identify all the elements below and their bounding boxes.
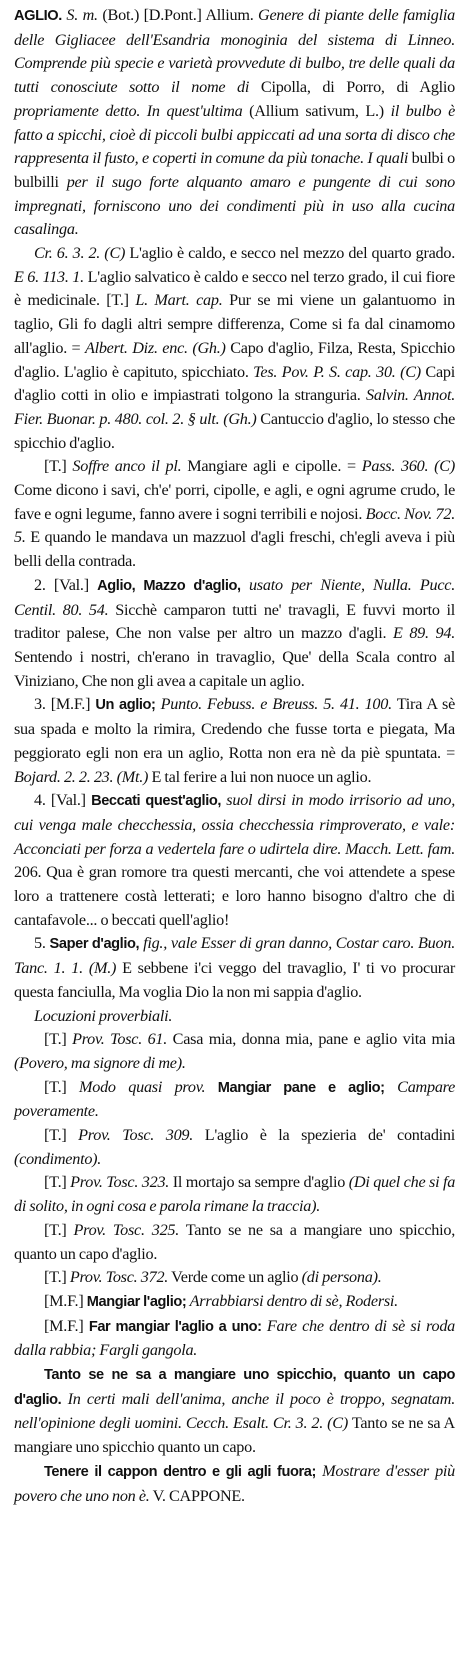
citation: L. Mart. cap.	[135, 291, 223, 310]
note: Soffre anco il pl.	[72, 457, 182, 476]
gloss: (Di quel che si fa di solito, in ogni cosa e parola rimane la traccia).	[14, 1173, 456, 1216]
sense-definition: suol dirsi in modo irrisorio ad uno, cui venga male checchessia, ossia checchessia rimproverato, e vale: Acconciati per forza a vedertela fare o udirtela dire. Macch. Lett. fam.	[14, 791, 455, 858]
locution-headword: Mangiar l'aglio;	[86, 1293, 187, 1310]
editor-tag: [T.]	[44, 1173, 67, 1192]
locution-3	[14, 1124, 455, 1171]
quote: Come dicono i savi, ch'e' porri, cipolle, e agli, e ogni agrume crudo, le fave e ogni legume, fanno avere i sogni terribili e nojosi.	[14, 481, 455, 523]
definition-paren: (Allium sativum, L.)	[249, 101, 384, 120]
definition-2: propriamente detto. In quest'ultima	[14, 101, 243, 120]
editor-tag: [T.]	[44, 457, 67, 476]
citation: Tes. Pov. P. S. cap. 30. (C)	[253, 362, 421, 381]
sense-headword: Beccati quest'aglio,	[91, 793, 222, 810]
citation: Bojard. 2. 2. 23. (Mt.)	[14, 767, 149, 786]
locution-headword: Tanto se ne sa a mangiare uno spicchio, quanto un capo d'aglio.	[14, 1367, 455, 1408]
citation: Prov. Tosc. 372.	[69, 1268, 169, 1287]
quote: L'aglio è caldo, e secco nel mezzo del quarto grado.	[129, 244, 456, 263]
citation: Prov. Tosc. 325.	[73, 1220, 180, 1239]
quote: Casa mia, donna mia, pane e aglio vita mia	[172, 1030, 456, 1049]
gloss: (di persona).	[301, 1268, 382, 1287]
paragraph-citations	[14, 242, 455, 455]
editor-tag: [T.]	[44, 1220, 67, 1239]
note: Modo quasi prov.	[79, 1077, 206, 1096]
sense-definition: fig., vale Esser di gran danno, Costar caro. Buon. Tanc. 1. 1. (M.)	[14, 934, 456, 978]
quote: Tanto se ne sa A mangiare uno spicchio quanto un capo.	[14, 1414, 455, 1457]
quote: Verde come un aglio	[171, 1268, 299, 1287]
sense-number: 5.	[34, 934, 46, 953]
quote: Pur se mi viene un galantuomo in taglio, Gli fo dagli altri sempre differenza, Come si fa dal cinamomo all'aglio. =	[14, 291, 456, 357]
citation: E 6. 113. 1.	[14, 267, 84, 286]
quote: Sentendo i nostri, ch'erano in travaglio, Que' della Scala contro al Viniziano, Che non gli avea a capitale un aglio.	[14, 647, 455, 690]
paragraph-plural	[14, 455, 455, 574]
entry-head	[14, 4, 455, 242]
gloss: Campare poveramente.	[14, 1077, 456, 1121]
editor-tag: [T.]	[44, 1030, 67, 1049]
locution-9	[14, 1363, 455, 1460]
quote: Mangiare agli e cipolle. =	[187, 457, 356, 476]
gloss: (Povero, ma signore di me).	[14, 1053, 186, 1072]
sense-5	[14, 932, 455, 1004]
locution-2	[14, 1076, 455, 1124]
quote: Capo d'aglio, Filza, Resta, Spicchio d'aglio. L'aglio è capituto, spicchiato.	[14, 338, 456, 381]
editor-tag: [M.F.]	[44, 1291, 84, 1310]
definition-5: per il sugo forte alquanto amaro e pungente di cui sono impregnati, forniscono uno dei condimenti più in uso alla cucina casalinga.	[14, 172, 455, 239]
quote: Tanto se ne sa a mangiare uno spicchio, quanto un capo d'aglio.	[14, 1220, 455, 1263]
quote: Sicchè camparon tutti ne' travagli, E fuvvi morto il traditor palese, Che non valse per altro un mazzo d'agli.	[14, 600, 455, 643]
gloss: Mostrare d'esser più povero che uno non è.	[14, 1461, 456, 1505]
gloss: Arrabbiarsi dentro di sè, Rodersi.	[189, 1291, 398, 1310]
sense-headword: Un aglio;	[95, 697, 156, 714]
definition-3: il bulbo è fatto a spicchi, cioè di piccoli bulbi appiccati ad una sorta di disco che rappresenta il fusto, e coperti in comune da più tonache. I quali	[14, 101, 456, 168]
labels: (Bot.) [D.Pont.]	[102, 6, 202, 24]
definition: Genere di piante delle famiglia delle Gigliacee dell'Esandria monoginia del sistema di Linneo. Comprende più specie e varietà provvedute di bulbo, tre delle quali da tutti conosciute sotto il nome di	[14, 6, 455, 97]
cross-reference: V. CAPPONE.	[152, 1486, 245, 1505]
locution-headword: Far mangiar l'aglio a uno:	[88, 1318, 262, 1335]
locution-4	[14, 1171, 455, 1218]
definition-4: bulbi o bulbilli	[14, 149, 456, 191]
citation: Prov. Tosc. 309.	[78, 1126, 194, 1145]
sense-number: 2. [Val.]	[34, 575, 89, 594]
locution-6	[14, 1266, 455, 1290]
quote: L'aglio è la spezieria de' contadini	[204, 1126, 456, 1145]
quote: 206. Qua è gran romore tra questi mercanti, che voi attendete a spese loro a trattenere costà letterati; e loro hanno bisogno d'altro che di cantafavole... o beccati quell'aglio!	[14, 863, 455, 929]
quote: Capi d'aglio cotti in olio e impiastrati tolgono la stranguria.	[14, 362, 455, 405]
locution-8	[14, 1315, 455, 1363]
gloss: (condimento).	[14, 1149, 102, 1168]
locution-5	[14, 1219, 455, 1266]
citation: Prov. Tosc. 323.	[70, 1173, 170, 1192]
sense-number: 3. [M.F.]	[34, 695, 91, 714]
sense-headword: Saper d'aglio,	[49, 936, 140, 953]
citation: Pass. 360. (C)	[361, 457, 455, 476]
quote: E tal ferire a lui non nuoce un aglio.	[151, 767, 372, 786]
locution-10	[14, 1460, 455, 1508]
sense-number: 4. [Val.]	[34, 791, 86, 810]
sense-definition: usato per Niente, Nulla. Pucc. Centil. 80. 54.	[14, 575, 456, 619]
sense-3	[14, 693, 455, 789]
gloss: In certi mali dell'anima, anche il poco è troppo, segnatam. nell'opinione degli uomini. Cecch. Esalt. Cr. 3. 2. (C)	[14, 1389, 456, 1433]
headword: AGLIO.	[14, 8, 62, 24]
editor-tag: [T.]	[106, 291, 129, 310]
editor-tag: [T.]	[44, 1077, 67, 1096]
citation: Salvin. Annot. Fier. Buonar. p. 480. col. 2. § ult. (Gh.)	[14, 386, 456, 428]
sense-4	[14, 789, 455, 932]
sense-headword: Aglio, Mazzo d'aglio,	[97, 577, 241, 594]
quote: L'aglio salvatico è caldo e secco nel terzo grado, il cui fiore è medicinale.	[14, 267, 456, 310]
quote: Tira A sè sua spada e molto la rimira, Credendo che fusse torta e piegata, Ma peggiorato egli non era un aglio, Rotta non era nè da piè spuntata. =	[14, 695, 456, 762]
citation: Albert. Diz. enc. (Gh.)	[84, 338, 226, 357]
editor-tag: [M.F.]	[44, 1316, 84, 1335]
citation: Bocc. Nov. 72. 5.	[14, 504, 455, 547]
quote: E quando le mandava un mazzuol d'agli freschi, ch'egli aveva i più belli della contrada.	[14, 528, 455, 571]
grammar: S. m.	[66, 6, 98, 24]
citation: Prov. Tosc. 61.	[72, 1030, 168, 1049]
gloss: Fare che dentro di sè si roda dalla rabbia; Fargli gangola.	[14, 1316, 456, 1360]
locution-7	[14, 1290, 455, 1315]
citation: E 89. 94.	[392, 624, 455, 643]
locution-headword: Mangiar pane e aglio;	[217, 1079, 385, 1096]
editor-tag: [T.]	[44, 1126, 67, 1145]
sense-2	[14, 574, 455, 694]
quote: Cantuccio d'aglio, lo stesso che spicchio d'aglio.	[14, 409, 456, 452]
citation: Cr. 6. 3. 2. (C)	[34, 244, 126, 263]
sense-definition: Punto. Febuss. e Breuss. 5. 41. 100.	[160, 695, 392, 714]
quote: Il mortajo sa sempre d'aglio	[172, 1173, 346, 1192]
locution-1	[14, 1028, 455, 1075]
quote: E sebbene i'ci veggo del travaglio, I' ti vo procurar questa fanciulla, Ma voglia Dio la non mi sappia d'aglio.	[14, 959, 455, 1001]
locutions-heading: Locuzioni proverbiali.	[34, 1006, 173, 1025]
editor-tag: [T.]	[44, 1268, 67, 1287]
locution-headword: Tenere il cappon dentro e gli agli fuora;	[44, 1463, 316, 1480]
latin-name: Allium.	[205, 6, 254, 24]
definition-names: Cipolla, di Porro, di Aglio	[260, 78, 456, 97]
